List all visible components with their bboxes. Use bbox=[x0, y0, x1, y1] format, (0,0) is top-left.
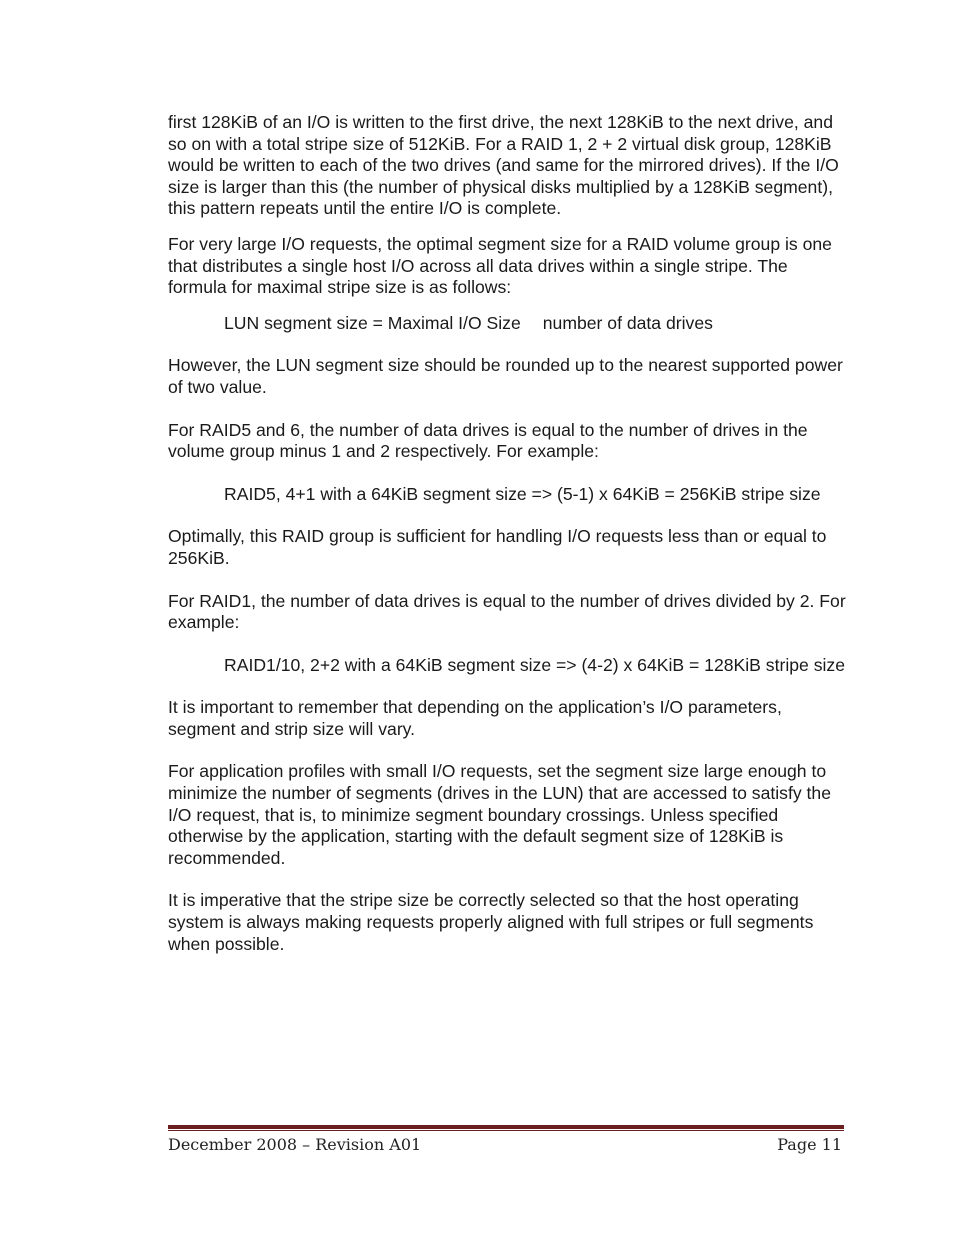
paragraph: For RAID1, the number of data drives is equal to the number of drives divided by 2. For example: bbox=[168, 590, 846, 633]
paragraph: For RAID5 and 6, the number of data drives is equal to the number of drives in the volume group minus 1 and 2 respectively. For example: bbox=[168, 419, 808, 462]
formula-right: number of data drives bbox=[542, 312, 713, 333]
footer-rule-thin bbox=[168, 1130, 844, 1131]
paragraph: For very large I/O requests, the optimal segment size for a RAID volume group is one that distributes a single host I/O across all data drives within a single stripe. The formula for maximal stripe size is as follows: bbox=[168, 233, 832, 298]
document-body bbox=[168, 112, 846, 969]
page-footer bbox=[168, 1135, 842, 1154]
paragraph: However, the LUN segment size should be rounded up to the nearest supported power of two value. bbox=[168, 355, 843, 397]
paragraph: It is important to remember that depending on the application’s I/O parameters, segment and strip size will vary. bbox=[168, 697, 782, 739]
example-raid1: RAID1/10, 2+2 with a 64KiB segment size => (4-2) x 64KiB = 128KiB stripe size bbox=[224, 654, 845, 675]
paragraph: It is imperative that the stripe size be correctly selected so that the host operating system is always making requests properly aligned with full stripes or full segments when possible. bbox=[168, 890, 814, 954]
paragraph: Optimally, this RAID group is sufficient for handling I/O requests less than or equal to 256KiB. bbox=[168, 526, 827, 568]
example-raid5: RAID5, 4+1 with a 64KiB segment size => (5-1) x 64KiB = 256KiB stripe size bbox=[224, 483, 821, 504]
paragraph: first 128KiB of an I/O is written to the first drive, the next 128KiB to the next drive, and so on with a total stripe size of 512KiB. For a RAID 1, 2 + 2 virtual disk group, 128KiB would be written to each of the two drives (and same for the mirrored drives). If the I/O size is larger than this (the number of physical disks multiplied by a 128KiB segment), this pattern repeats until the entire I/O is complete. bbox=[168, 112, 839, 219]
paragraph: For application profiles with small I/O requests, set the segment size large enough to minimize the number of segments (drives in the LUN) that are accessed to satisfy the I/O request, that is, to minimize segment boundary crossings. Unless specified otherwise by the application, starting with the default segment size of 128KiB is recommended. bbox=[168, 761, 831, 868]
formula bbox=[224, 313, 846, 335]
footer-rule bbox=[168, 1125, 844, 1129]
footer-date-revision: December 2008 – Revision A01 bbox=[168, 1135, 422, 1154]
formula-left: LUN segment size = Maximal I/O Size bbox=[224, 312, 521, 333]
page-number: Page 11 bbox=[777, 1135, 842, 1154]
